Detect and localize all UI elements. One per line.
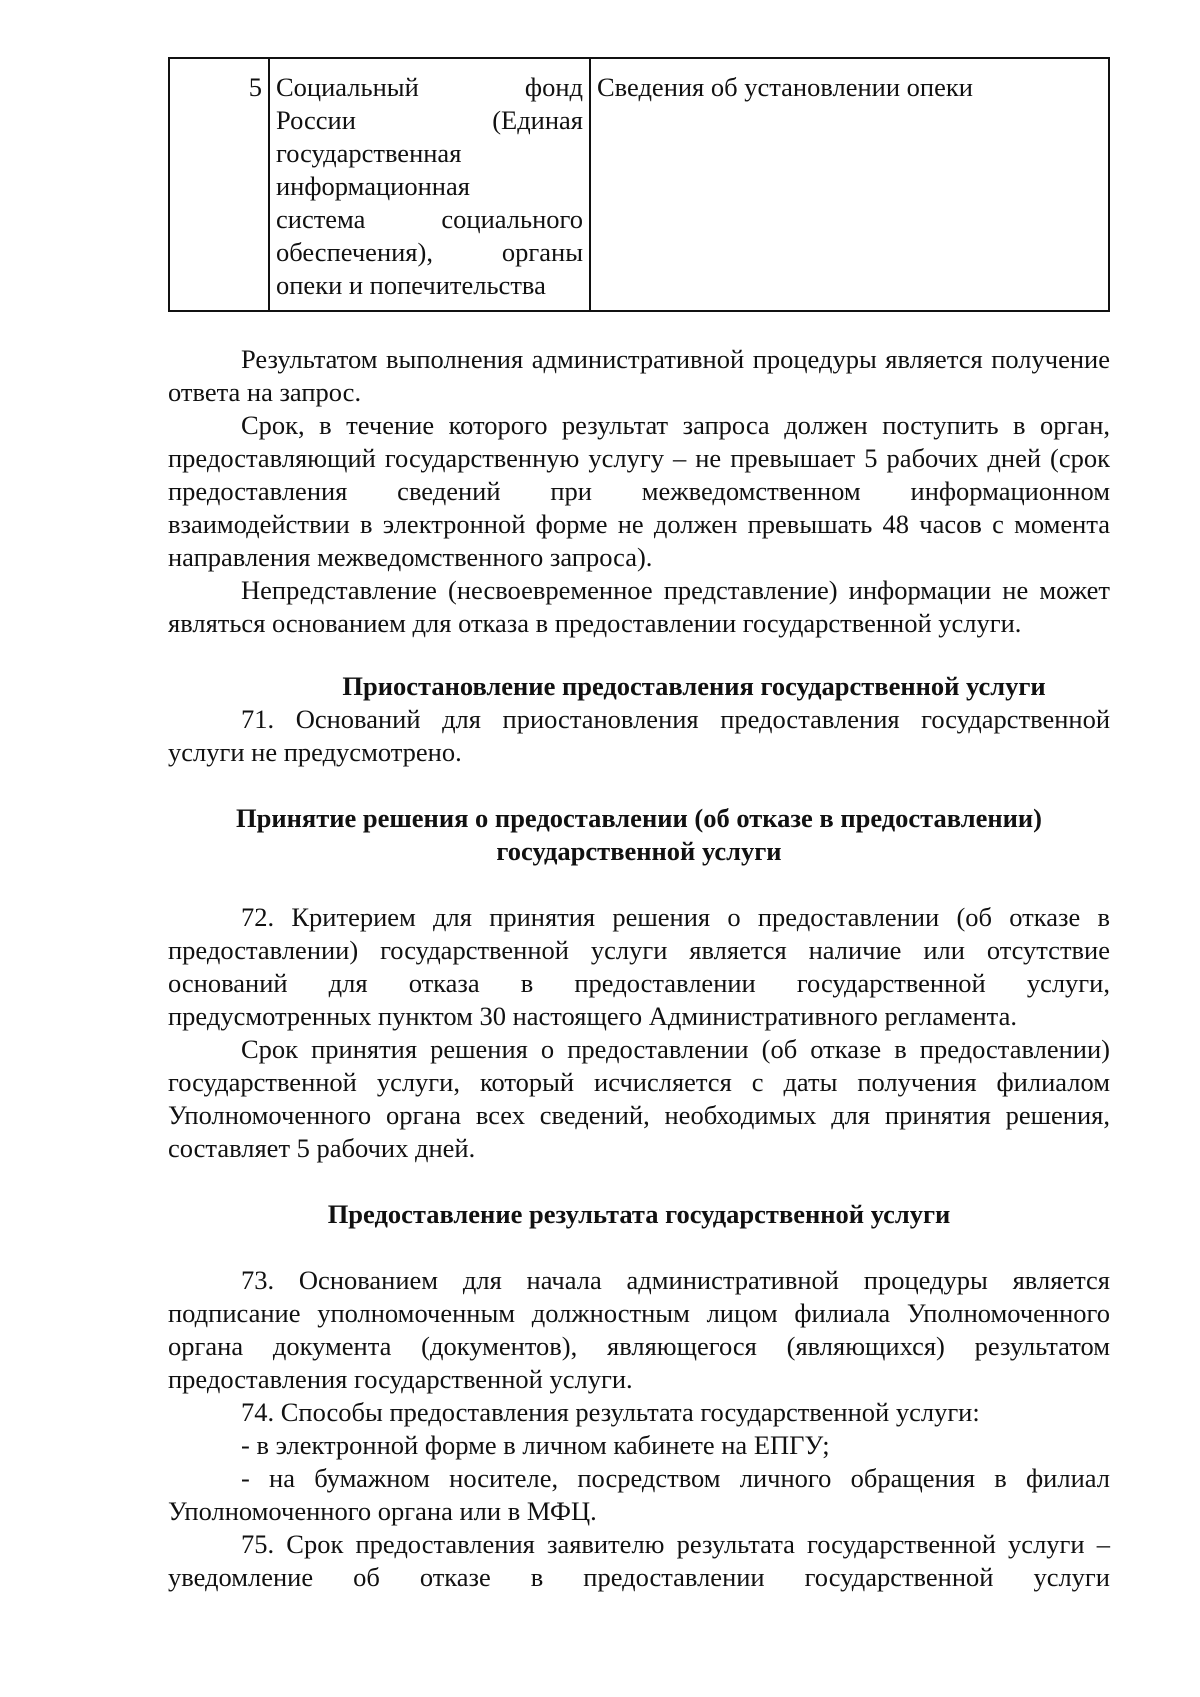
- organization-line: Социальный фонд: [276, 72, 583, 102]
- organization-cell: [269, 58, 590, 311]
- paragraph: Непредставление (несвоевременное представление) информации не может являться основанием для отказа в предоставлении государственной услуги.: [168, 575, 1110, 638]
- row-number: 5: [169, 58, 269, 311]
- data-sources-table: [168, 57, 1110, 312]
- paragraph: - в электронной форме в личном кабинете на ЕПГУ;: [241, 1430, 830, 1460]
- document-body: [168, 343, 1110, 1594]
- paragraph: - на бумажном носителе, посредством личного обращения в филиал Уполномоченного органа или в МФЦ.: [168, 1463, 1110, 1526]
- paragraph: 71. Оснований для приостановления предоставления государственной услуги не предусмотрено.: [168, 704, 1110, 767]
- table-row: [169, 58, 1109, 311]
- organization-line: опеки и попечительства: [276, 270, 546, 300]
- paragraph: 75. Срок предоставления заявителю результата государственной услуги – уведомление об отказе в предоставлении государственной услуги: [168, 1529, 1110, 1592]
- organization-line: обеспечения), органы: [276, 237, 583, 267]
- information-cell: Сведения об установлении опеки: [590, 58, 1109, 311]
- paragraph: 74. Способы предоставления результата государственной услуги:: [241, 1397, 980, 1427]
- organization-line: России (Единая: [276, 105, 583, 135]
- section-heading: Приостановление предоставления государственной услуги: [342, 671, 1046, 701]
- paragraph: 73. Основанием для начала административной процедуры является подписание уполномоченным должностным лицом филиала Уполномоченного органа документа (документов), являющегося (являющихся) результатом предоставления государственной услуги.: [168, 1265, 1110, 1394]
- paragraph: Результатом выполнения административной процедуры является получение ответа на запрос.: [168, 344, 1110, 407]
- paragraph: Срок принятия решения о предоставлении (об отказе в предоставлении) государственной услуги, который исчисляется с даты получения филиалом Уполномоченного органа всех сведений, необходимых для принятия решения, составляет 5 рабочих дней.: [168, 1034, 1110, 1163]
- paragraph: Срок, в течение которого результат запроса должен поступить в орган, предоставляющий государственную услугу – не превышает 5 рабочих дней (срок предоставления сведений при межведомственном информационном взаимодействии в электронной форме не должен превышать 48 часов с момента направления межведомственного запроса).: [168, 410, 1110, 572]
- organization-line: информационная: [276, 171, 470, 201]
- paragraph: 72. Критерием для принятия решения о предоставлении (об отказе в предоставлении) государственной услуги является наличие или отсутствие оснований для отказа в предоставлении государственной услуги, предусмотренных пунктом 30 настоящего Административного регламента.: [168, 902, 1110, 1031]
- document-page: [168, 57, 1110, 1594]
- section-heading: Принятие решения о предоставлении (об отказе в предоставлении): [236, 803, 1042, 833]
- organization-line: государственная: [276, 138, 462, 168]
- section-heading: Предоставление результата государственной услуги: [327, 1199, 951, 1229]
- section-heading: государственной услуги: [496, 836, 782, 866]
- organization-line: система социального: [276, 204, 583, 234]
